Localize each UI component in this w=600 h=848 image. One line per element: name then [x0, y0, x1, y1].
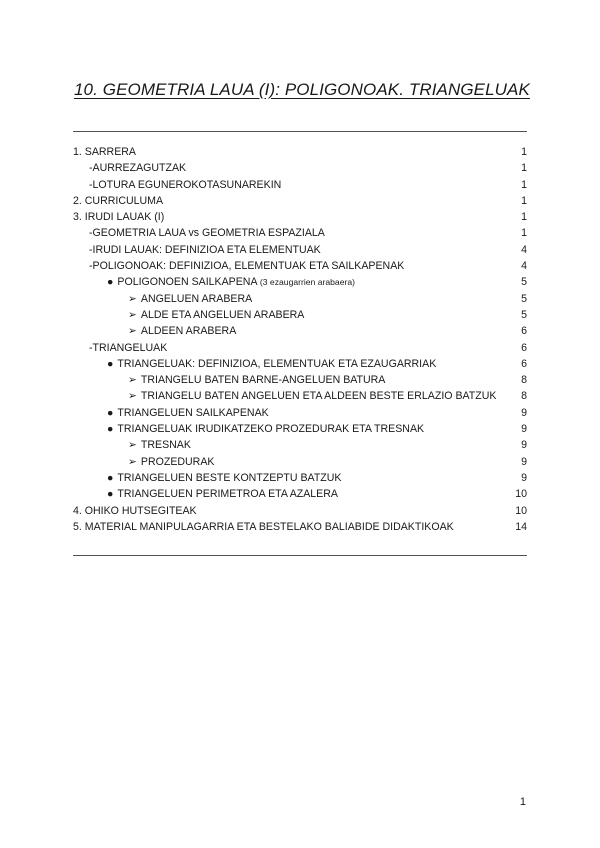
- toc-page-number: 5: [521, 308, 527, 321]
- top-divider: [73, 131, 527, 132]
- bullet-icon: ●: [107, 488, 114, 501]
- toc-page-number: 9: [521, 439, 527, 452]
- toc-entry-text: TRIANGELUEN SAILKAPENAK: [117, 406, 269, 419]
- toc-entry-label: [89, 340, 167, 356]
- toc-entry-label: [128, 291, 252, 307]
- toc-page-number: 10: [515, 504, 527, 517]
- toc-entry[interactable]: [73, 503, 527, 519]
- toc-page-number: 8: [521, 374, 527, 387]
- toc-entry-text: TRIANGELUAK: DEFINIZIOA, ELEMENTUAK ETA EZAUGARRIAK: [117, 357, 437, 370]
- toc-page-number: 1: [521, 178, 527, 191]
- toc-entry-label: [73, 193, 163, 209]
- toc-entry-text: 3. IRUDI LAUAK (I): [73, 211, 165, 224]
- arrow-bullet-icon: ➢: [128, 308, 137, 321]
- toc-entry-label: [73, 503, 197, 519]
- toc-entry[interactable]: [73, 242, 527, 258]
- toc-page-number: 6: [521, 357, 527, 370]
- toc-entry-label: [107, 356, 436, 372]
- document-title: 10. GEOMETRIA LAUA (I): POLIGONOAK. TRIANGELUAK: [74, 80, 530, 99]
- bullet-icon: ●: [107, 357, 114, 370]
- toc-entry-text: TRIANGELU BATEN ANGELUEN ETA ALDEEN BESTE ERLAZIO BATZUK: [140, 390, 497, 403]
- toc-page-number: 5: [521, 292, 527, 305]
- toc-page-number: 5: [521, 276, 527, 289]
- toc-entry[interactable]: [73, 454, 527, 470]
- toc-entry-label: [89, 242, 321, 258]
- toc-entry-note: (3 ezaugarrien arabaera): [259, 277, 355, 288]
- toc-entry[interactable]: [73, 160, 527, 176]
- toc-entry[interactable]: [73, 177, 527, 193]
- toc-entry[interactable]: [73, 258, 527, 274]
- toc-page-number: 1: [521, 146, 527, 158]
- toc-page-number: 6: [521, 325, 527, 338]
- toc-entry-text: 4. OHIKO HUTSEGITEAK: [73, 504, 197, 517]
- toc-entry-label: [107, 405, 269, 421]
- toc-entry-label: [89, 225, 325, 241]
- page-number: 1: [519, 796, 526, 808]
- toc-entry-label: [107, 421, 424, 437]
- toc-page-number: 9: [521, 406, 527, 419]
- toc-entry-text: PROZEDURAK: [140, 455, 215, 468]
- bullet-icon: ●: [107, 471, 114, 484]
- toc-page-number: 10: [515, 488, 527, 501]
- toc-entry-text: TRIANGELUEN BESTE KONTZEPTU BATZUK: [117, 471, 342, 484]
- toc-entry-label: [89, 258, 404, 274]
- arrow-bullet-icon: ➢: [128, 439, 137, 452]
- toc-page-number: 4: [521, 243, 527, 256]
- toc-entry[interactable]: [73, 470, 527, 486]
- toc-entry[interactable]: [73, 225, 527, 241]
- toc-entry-text: -GEOMETRIA LAUA vs GEOMETRIA ESPAZIALA: [89, 227, 325, 240]
- toc-entry[interactable]: [73, 307, 527, 323]
- toc-page-number: 1: [521, 227, 527, 240]
- toc-page-number: 4: [521, 260, 527, 273]
- toc-page-number: 1: [521, 162, 527, 175]
- arrow-bullet-icon: ➢: [128, 292, 137, 305]
- toc-page-number: 9: [521, 423, 527, 436]
- toc-entry-text: 1. SARRERA: [73, 146, 136, 158]
- toc-entry[interactable]: [73, 486, 527, 502]
- toc-entry[interactable]: [73, 291, 527, 307]
- toc-entry[interactable]: [73, 144, 527, 160]
- toc-entry[interactable]: [73, 372, 527, 388]
- toc-entry-label: [89, 177, 281, 193]
- toc-entry[interactable]: [73, 274, 527, 290]
- bullet-icon: ●: [107, 406, 114, 419]
- toc-entry[interactable]: [73, 388, 527, 404]
- toc-page-number: 1: [521, 194, 527, 207]
- toc-entry[interactable]: [73, 405, 527, 421]
- bullet-icon: ●: [107, 423, 114, 436]
- toc-entry-text: TRIANGELUEN PERIMETROA ETA AZALERA: [117, 488, 338, 501]
- bullet-icon: ●: [107, 276, 114, 289]
- toc-entry-label: [128, 323, 236, 339]
- toc-page-number: 1: [521, 211, 527, 224]
- toc-page-number: 14: [515, 520, 527, 533]
- toc-entry-label: [73, 144, 136, 160]
- toc-entry-label: [128, 388, 496, 404]
- toc-page-number: 9: [521, 471, 527, 484]
- toc-page-number: 9: [521, 455, 527, 468]
- toc-entry-label: [107, 486, 338, 502]
- toc-entry-label: [128, 437, 191, 453]
- toc-entry-text: TRIANGELU BATEN BARNE-ANGELUEN BATURA: [140, 374, 386, 387]
- toc-page-number: 8: [521, 390, 527, 403]
- toc-entry[interactable]: [73, 209, 527, 225]
- toc-entry-text: -POLIGONOAK: DEFINIZIOA, ELEMENTUAK ETA SAILKAPENAK: [89, 260, 405, 273]
- toc-entry-text: POLIGONOEN SAILKAPENA: [117, 276, 257, 289]
- bottom-divider: [73, 555, 527, 556]
- toc-entry-label: [128, 307, 304, 323]
- toc-entry-label: [73, 519, 454, 535]
- arrow-bullet-icon: ➢: [128, 455, 137, 468]
- toc-entry-text: -TRIANGELUAK: [89, 341, 168, 354]
- toc-entry-label: [107, 274, 355, 290]
- toc-entry[interactable]: [73, 437, 527, 453]
- toc-entry-label: [73, 209, 164, 225]
- toc-entry-text: ANGELUEN ARABERA: [140, 292, 253, 305]
- toc-entry-text: ALDE ETA ANGELUEN ARABERA: [140, 308, 305, 321]
- toc-entry-text: -LOTURA EGUNEROKOTASUNAREKIN: [89, 178, 282, 191]
- toc-entry[interactable]: [73, 323, 527, 339]
- toc-entry-label: [107, 470, 341, 486]
- arrow-bullet-icon: ➢: [128, 374, 137, 387]
- toc-entry-label: [128, 372, 385, 388]
- toc-entry[interactable]: [73, 421, 527, 437]
- toc-entry-text: -IRUDI LAUAK: DEFINIZIOA ETA ELEMENTUAK: [89, 243, 321, 256]
- toc-entry-text: ALDEEN ARABERA: [140, 325, 237, 338]
- toc-entry-text: TRESNAK: [140, 439, 191, 452]
- toc-entry-text: 5. MATERIAL MANIPULAGARRIA ETA BESTELAKO BALIABIDE DIDAKTIKOAK: [73, 520, 454, 533]
- toc-entry-label: [89, 160, 186, 176]
- toc-entry-label: [128, 454, 214, 470]
- toc-page-number: 6: [521, 341, 527, 354]
- toc-entry-text: 2. CURRICULUMA: [73, 194, 164, 207]
- toc-entry[interactable]: [73, 356, 527, 372]
- table-of-contents: [73, 144, 527, 535]
- toc-entry-text: -AURREZAGUTZAK: [89, 162, 187, 175]
- toc-entry[interactable]: [73, 519, 527, 535]
- toc-entry[interactable]: [73, 340, 527, 356]
- toc-entry-text: TRIANGELUAK IRUDIKATZEKO PROZEDURAK ETA TRESNAK: [117, 423, 425, 436]
- arrow-bullet-icon: ➢: [128, 325, 137, 338]
- toc-entry[interactable]: [73, 193, 527, 209]
- arrow-bullet-icon: ➢: [128, 390, 137, 403]
